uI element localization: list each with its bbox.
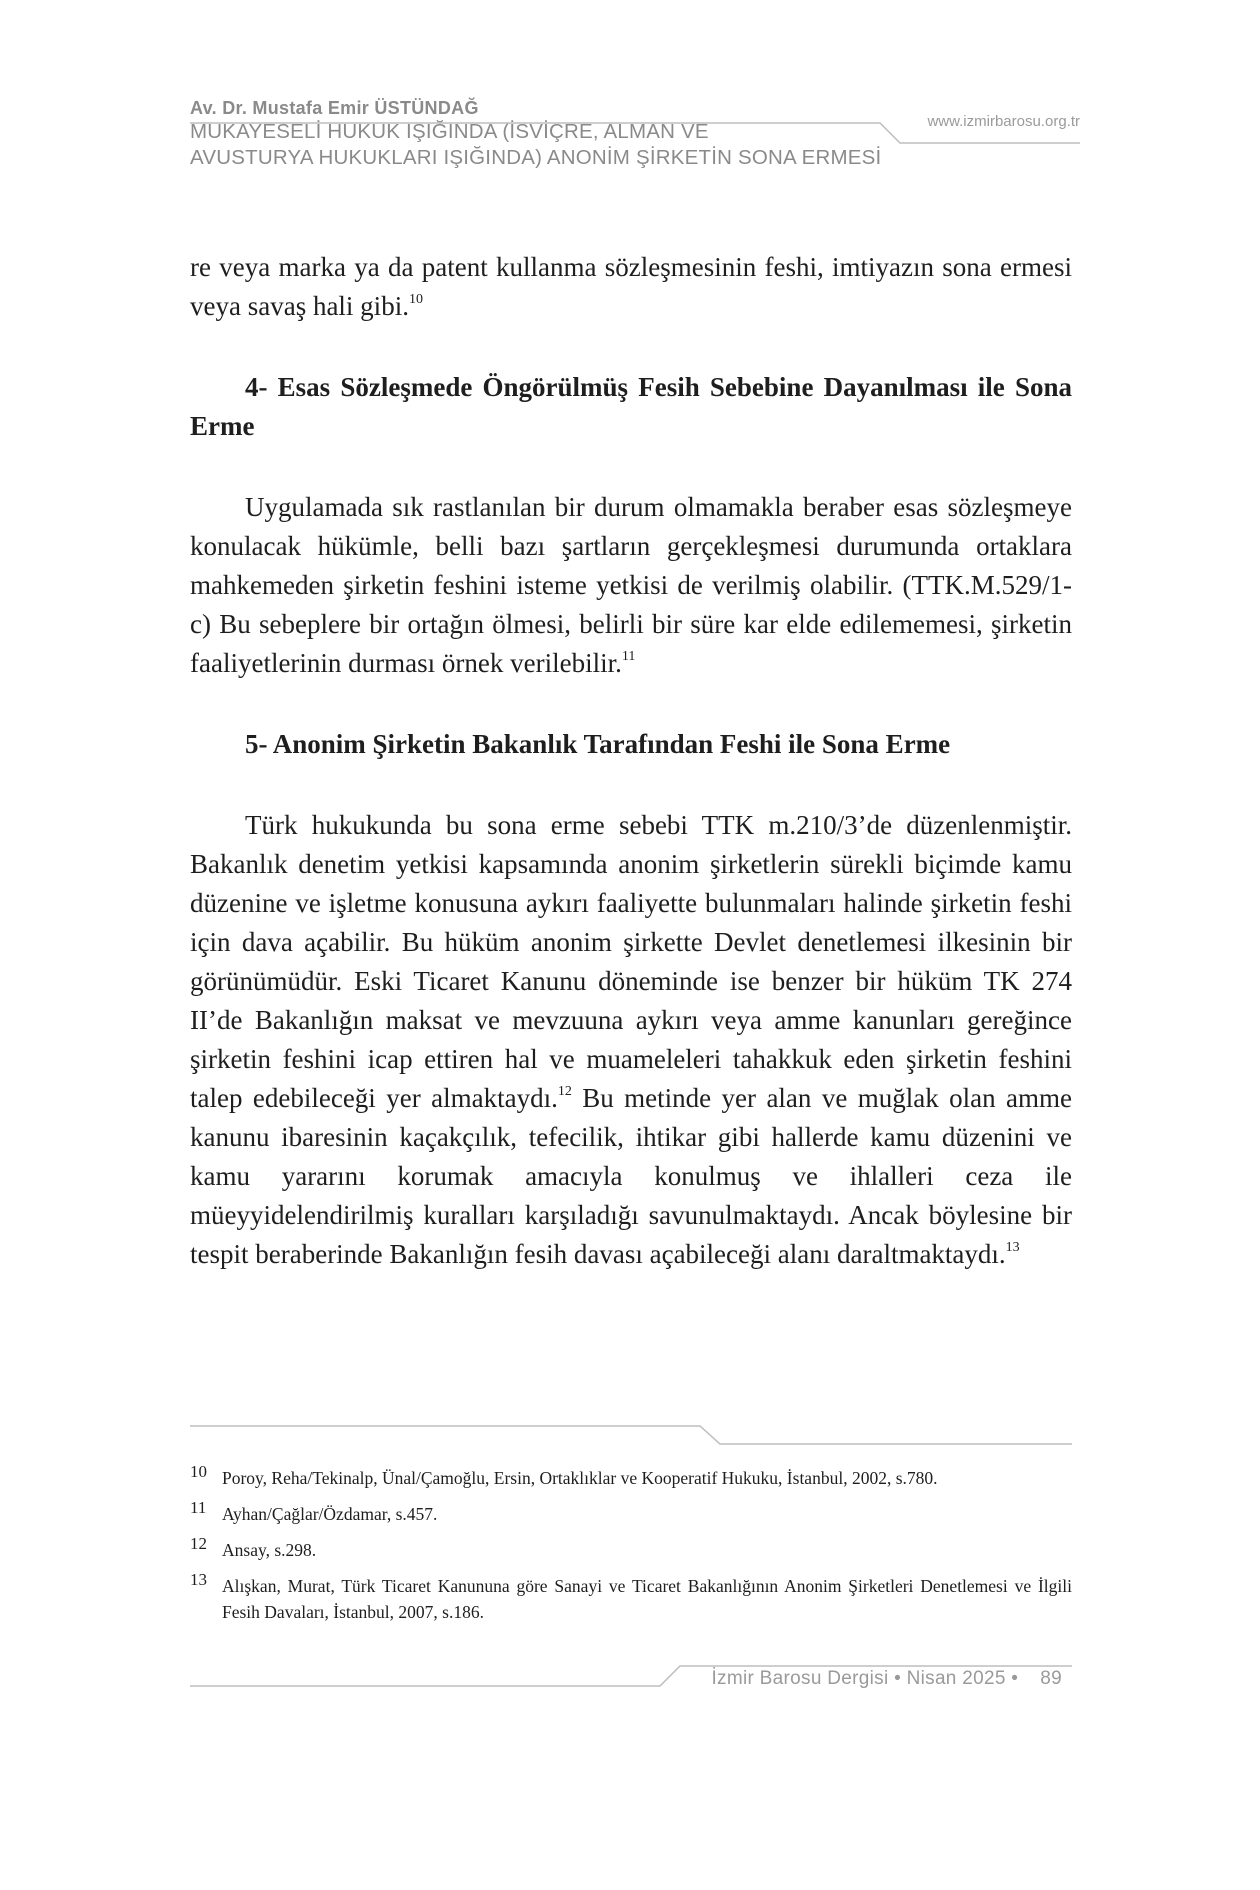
footnote-ref: 13 — [1005, 1240, 1020, 1255]
footnote-text: Ansay, s.298. — [222, 1540, 317, 1560]
footnote-ref: 11 — [621, 649, 636, 664]
journal-name: İzmir Barosu Dergisi • Nisan 2025 • — [711, 1668, 1019, 1689]
section-heading-5: 5- Anonim Şirketin Bakanlık Tarafından Feshi ile Sona Erme — [245, 729, 951, 759]
footnote-number: 13 — [190, 1570, 207, 1589]
footnote-number: 12 — [190, 1534, 207, 1553]
page-number: 89 — [1040, 1668, 1062, 1689]
paragraph-text: Bu metinde yer alan ve muğlak olan amme kanunu ibaresinin kaçakçılık, tefecilik, ihtikar gibi hallerde kamu düzenini ve kamu yararını korumak amacıyla konulmuş ve ihlalleri ceza ile müeyyidelendirilmiş kuralları karşıladığı savunulmaktaydı. Ancak böylesine bir tespit beraberinde Bakanlığın fesih davası açabileceği alanı daraltmaktaydı. — [190, 1083, 1072, 1269]
main-text — [190, 248, 1072, 1274]
paragraph-section-4 — [190, 488, 1072, 683]
article-title-line-1: MUKAYESELİ HUKUK IŞIĞINDA (İSVİÇRE, ALMAN VE — [190, 120, 709, 143]
paragraph-continuation — [190, 248, 1072, 326]
section-heading-4: 4- Esas Sözleşmede Öngörülmüş Fesih Sebebine Dayanılması ile Sona Erme — [190, 372, 1072, 441]
author-name: Av. Dr. Mustafa Emir ÜSTÜNDAĞ — [190, 98, 479, 118]
footnote-separator — [190, 1418, 1072, 1448]
running-footer — [190, 1660, 1072, 1700]
footnote-ref: 10 — [408, 292, 423, 307]
footnote-number: 11 — [190, 1498, 207, 1517]
paragraph-section-5 — [190, 806, 1072, 1274]
article-title-line-2: AVUSTURYA HUKUKLARI IŞIĞINDA) ANONİM ŞİRKETİN SONA ERMESİ — [190, 146, 882, 169]
footnote-text: Ayhan/Çağlar/Özdamar, s.457. — [222, 1504, 438, 1524]
footnote-item — [190, 1462, 1072, 1491]
footnote-number: 10 — [190, 1462, 207, 1481]
paragraph-text: Türk hukukunda bu sona erme sebebi TTK m.210/3’de düzenlenmiştir. Bakanlık denetim yetkisi kapsamında anonim şirketlerin sürekli biçimde kamu düzenine ve işletme konusuna aykırı faaliyette bulunmaları halinde şirketin feshi için dava açabilir. Bu hüküm anonim şirkette Devlet denetlemesi ilkesinin bir görünümüdür. Eski Ticaret Kanunu döneminde ise benzer bir hüküm TK 274 II’de Bakanlığın maksat ve mevzuuna aykırı veya amme kanunları gereğince şirketin feshini icap ettiren hal ve muameleleri tahakkuk eden şirketin feshini talep edebileceği yer almaktaydı. — [190, 810, 1072, 1113]
footnote-text: Alışkan, Murat, Türk Ticaret Kanununa göre Sanayi ve Ticaret Bakanlığının Anonim Şirketleri Denetlemesi ve İlgili Fesih Davaları, İstanbul, 2007, s.186. — [222, 1576, 1072, 1622]
footnotes — [190, 1462, 1072, 1635]
footnote-text: Poroy, Reha/Tekinalp, Ünal/Çamoğlu, Ersin, Ortaklıklar ve Kooperatif Hukuku, İstanbul, 2002, s.780. — [222, 1468, 938, 1488]
paragraph-text: Uygulamada sık rastlanılan bir durum olmamakla beraber esas sözleşmeye konulacak hükümle, belli bazı şartların gerçekleşmesi durumunda ortaklara mahkemeden şirketin feshini isteme yetkisi de verilmiş olabilir. (TTK.M.529/1-c) Bu sebeplere bir ortağın ölmesi, belirli bir süre kar elde edilememesi, şirketin faaliyetlerinin durması örnek verilebilir. — [190, 492, 1072, 678]
footnote-item — [190, 1570, 1072, 1625]
running-header — [190, 98, 1080, 171]
paragraph-text: re veya marka ya da patent kullanma sözleşmesinin feshi, imtiyazın sona ermesi veya savaş hali gibi. — [190, 252, 1072, 321]
footnote-item — [190, 1534, 1072, 1563]
footnote-ref: 12 — [557, 1084, 572, 1099]
website-url: www.izmirbarosu.org.tr — [927, 113, 1080, 130]
footnote-item — [190, 1498, 1072, 1527]
